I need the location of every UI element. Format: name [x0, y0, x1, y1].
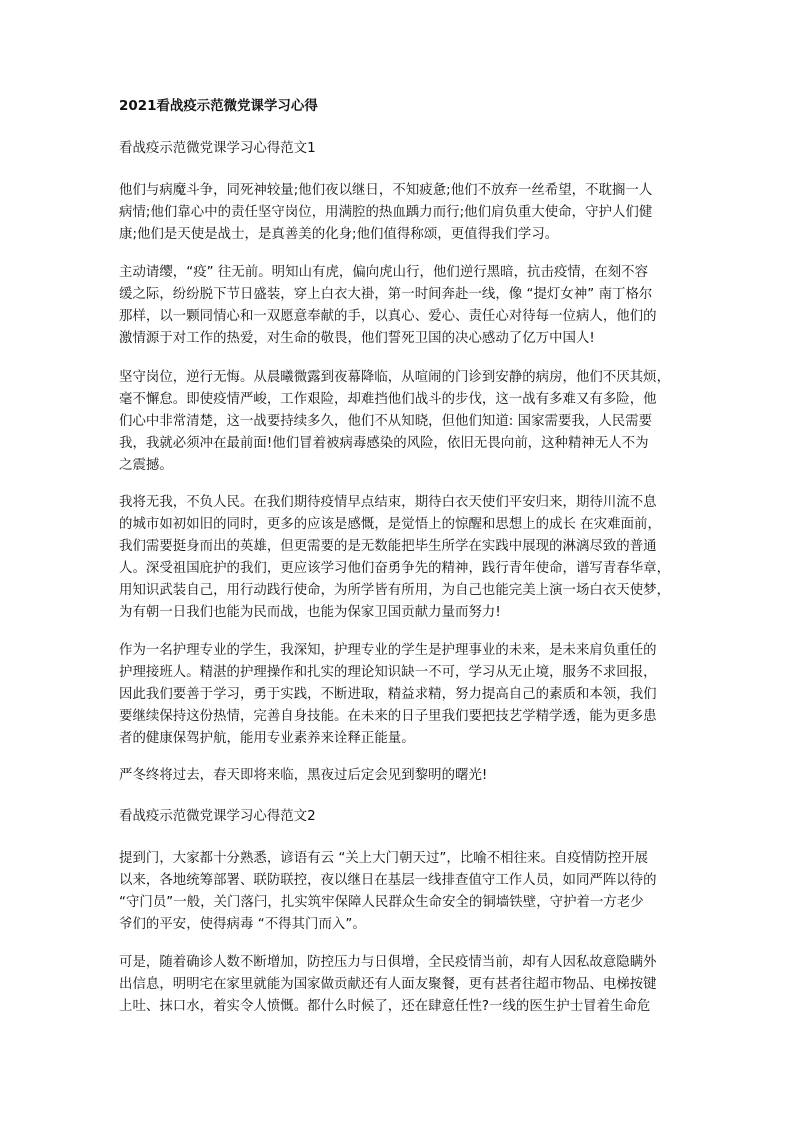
paragraph-7-line-1: 提到门，大家都十分熟悉，谚语有云 “关上大门朝天过”，比喻不相往来。自疫情防控开展	[119, 851, 649, 866]
paragraph-5-line-1: 作为一名护理专业的学生，我深知，护理专业的学生是护理事业的未来，是未来肩负重任的	[119, 643, 657, 658]
paragraph-4-line-4: 人。深受祖国庇护的我们，更应该学习他们奋勇争先的精神，践行青年使命，谱写青春华章，	[119, 561, 671, 576]
paragraph-3-line-1: 坚守岗位，逆行无悔。从晨曦微露到夜幕降临，从喧闹的门诊到安静的病房，他们不厌其烦，	[119, 370, 671, 385]
paragraph-1-line-1: 他们与病魔斗争，同死神较量;他们夜以继日，不知疲惫;他们不放弃一丝希望，不耽搁一人	[119, 183, 653, 198]
paragraph-7-line-2: 以来，各地统筹部署、联防联控，夜以继日在基层一线排查值守工作人员，如同严阵以待的	[119, 873, 657, 888]
paragraph-5-line-5: 者的健康保驾护航，能用专业素养来诠释正能量。	[119, 731, 415, 746]
paragraph-6-line-1: 严冬终将过去，春天即将来临，黑夜过后定会见到黎明的曙光!	[119, 768, 488, 783]
paragraph-3-line-4: 我，我就必须冲在最前面!他们冒着被病毒感染的风险，依旧无畏向前，这种精神无人不为	[119, 436, 649, 451]
paragraph-7-line-3: “守门员”一般，关门落闩，扎实筑牢保障人民群众生命安全的铜墙铁壁，守护着一方老少	[119, 895, 644, 910]
paragraph-4-line-6: 为有朝一日我们也能为民而战，也能为保家卫国贡献力量而努力!	[119, 605, 501, 620]
paragraph-5-line-3: 因此我们要善于学习，勇于实践，不断进取，精益求精，努力提高自己的素质和本领，我们	[119, 687, 657, 702]
section-heading-2: 看战疫示范微党课学习心得范文2	[119, 809, 316, 824]
paragraph-3-line-2: 毫不懈怠。即使疫情严峻，工作艰险，却难挡他们战斗的步伐，这一战有多难又有多险，他	[119, 392, 657, 407]
paragraph-3-line-3: 们心中非常清楚，这一战要持续多久，他们不从知晓，但他们知道: 国家需要我，人民需要	[119, 414, 653, 429]
paragraph-2-line-1: 主动请缨，“疫” 往无前。明知山有虎，偏向虎山行，他们逆行黑暗，抗击疫情，在刻不容	[119, 265, 649, 280]
paragraph-7-line-4: 爷们的平安，使得病毒 “不得其门而入”。	[119, 917, 366, 932]
paragraph-5-line-4: 要继续保持这份热情，完善自身技能。在未来的日子里我们要把技艺学精学透，能为更多患	[119, 709, 657, 724]
paragraph-5-line-2: 护理接班人。精湛的护理操作和扎实的理论知识缺一不可，学习从无止境，服务不求回报，	[119, 665, 657, 680]
paragraph-8-line-3: 上吐、抹口水，着实令人愤慨。都什么时候了，还在肆意任性?一线的医生护士冒着生命危	[119, 999, 651, 1014]
paragraph-1-line-2: 病情;他们靠心中的责任坚守岗位，用满腔的热血踽力而行;他们肩负重大使命，守护人们健	[119, 205, 653, 220]
paragraph-4-line-2: 的城市如初如旧的同时，更多的应该是感慨，是觉悟上的惊醒和思想上的成长 在灾难面前，	[119, 517, 661, 532]
paragraph-4-line-1: 我将无我，不负人民。在我们期待疫情早点结束，期待白衣天使们平安归来，期待川流不息	[119, 495, 657, 510]
paragraph-8-line-1: 可是，随着确诊人数不断增加，防控压力与日俱增，全民疫情当前，却有人因私故意隐瞒外	[119, 955, 657, 970]
paragraph-2-line-4: 激情源于对工作的热爱，对生命的敬畏，他们誓死卫国的决心感动了亿万中国人!	[119, 331, 595, 346]
paragraph-2-line-3: 那样，以一颗同情心和一双愿意奉献的手，以真心、爱心、责任心对待每一位病人，他们的	[119, 309, 657, 324]
paragraph-8-line-2: 出信息，明明宅在家里就能为国家做贡献还有人面友聚餐，更有甚者往超市物品、电梯按键	[119, 977, 657, 992]
section-heading-1: 看战疫示范微党课学习心得范文1	[119, 141, 316, 156]
paragraph-4-line-3: 我们需要挺身而出的英雄，但更需要的是无数能把毕生所学在实践中展现的淋漓尽致的普通	[119, 539, 657, 554]
paragraph-3-line-5: 之震撼。	[119, 458, 173, 473]
paragraph-4-line-5: 用知识武装自己，用行动践行使命，为所学皆有所用，为自己也能完美上演一场白衣天使梦，	[119, 583, 671, 598]
document-title: 2021看战疫示范微党课学习心得	[119, 99, 318, 114]
paragraph-1-line-3: 康;他们是天使是战士，是真善美的化身;他们值得称颂，更值得我们学习。	[119, 227, 559, 242]
paragraph-2-line-2: 缓之际，纷纷脱下节日盛装，穿上白衣大褂，第一时间奔赴一线，像 “提灯女神” 南丁格尔	[119, 287, 653, 302]
